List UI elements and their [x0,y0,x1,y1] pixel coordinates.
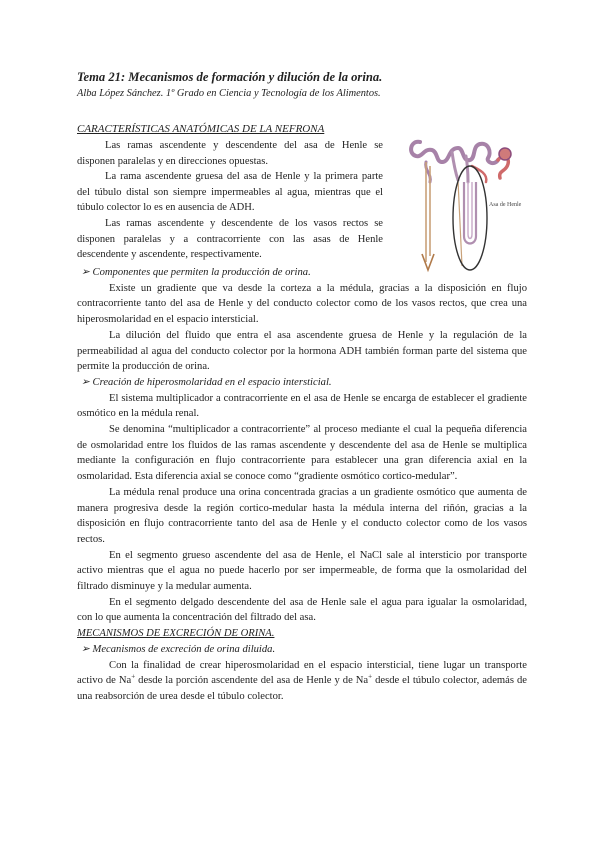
paragraph: El sistema multiplicador a contracorriente en el asa de Henle se encarga de establecer el gradiente osmótico en la médula renal. [77,392,527,420]
paragraph: Existe un gradiente que va desde la corteza a la médula, gracias a la disposición en flujo contracorriente tanto del asa de Henle y del conducto colector como de los vasos rectos, que crea una hiperosmolaridad en el espacio intersticial. [77,282,527,326]
paragraph: Las ramas ascendente y descendente del asa de Henle se disponen paralelas y en direcciones opuestas. [77,140,383,167]
paragraph: La rama ascendente gruesa del asa de Henle y la primera parte del túbulo distal son siempre impermeables al agua, mientras que el túbulo colector lo es en ausencia de ADH. [77,171,383,214]
document-author: Alba López Sánchez. 1º Grado en Ciencia y Tecnología de los Alimentos. [77,88,381,99]
henle-highlight-ellipse [453,166,487,270]
paragraph [77,658,527,705]
paragraph: Las ramas ascendente y descendente de los vasos rectos se disponen paralelas y a contracorriente con las asas de Henle descendente y ascendente, respectivamente. [77,217,383,261]
bullet-hyperosmolarity: ➢ Creación de hiperosmolaridad en el espacio intersticial. [81,376,332,388]
paragraph: Se denomina “multiplicador a contracorriente” al proceso mediante el cual la pequeña diferencia de osmolaridad entre los fluidos de las ramas ascendente y descendente del asa de Henle se multiplica mediante la configuración en flujo contracorriente para establecer una gran diferencia axial en la osmolaridad. Esta diferencia axial se conoce como “gradiente osmótico cortico-medular”. [77,424,527,483]
paragraph: La médula renal produce una orina concentrada gracias a un gradiente osmótico que aumenta de manera progresiva desde la región cortico-medular hasta la médula interna del riñón, gracias a la disposición en flujo contracorriente tanto del asa de Henle y el conducto colector como de los vasos rectos. [77,486,527,545]
bullet-components: ➢ Componentes que permiten la producción de orina. [81,267,311,278]
section-heading-anatomy: CARACTERÍSTICAS ANATÓMICAS DE LA NEFRONA [77,123,325,135]
paragraph: En el segmento grueso ascendente del asa de Henle, el NaCl sale al intersticio por transporte activo mientras que el agua no puede hacerlo por ser impermeable, de forma que la osmolaridad del filtrado disminuye y la medular aumenta. [77,549,527,593]
document-title: Tema 21: Mecanismos de formación y dilución de la orina. [77,70,383,84]
loop-of-henle [458,180,476,266]
glomerulus [499,148,511,160]
figure-label: Asa de Henle [489,202,522,208]
intro-text [77,138,383,263]
section-heading-excretion: MECANISMOS DE EXCRECIÓN DE ORINA. [77,628,275,640]
collecting-duct [426,162,430,262]
paragraph: En el segmento delgado descendente del asa de Henle sale el agua para igualar la osmolaridad, con lo que aumenta la concentración del filtrado del asa. [77,596,527,624]
text-run: desde el túbulo colector, además de una reabsorción de urea desde el túbulo colector. [77,675,527,702]
text-run: desde la porción ascendente del asa de Henle y de Na [135,675,369,687]
paragraph: La dilución del fluido que entra el asa ascendente gruesa de Henle y la regulación de la permeabilidad al agua del conducto colector por la hormona ADH también forman parte del sistema que permite la producción de orina. [77,329,527,373]
ion-charge: + [368,672,373,681]
ion-charge: + [131,672,136,681]
main-body [77,265,527,705]
text-run: Con la finalidad de crear hiperosmolaridad en el espacio intersticial, tiene lugar un transporte activo de Na [77,659,527,687]
bullet-dilute-urine: ➢ Mecanismos de excreción de orina diluida. [81,643,276,655]
nephron-figure [402,126,536,278]
